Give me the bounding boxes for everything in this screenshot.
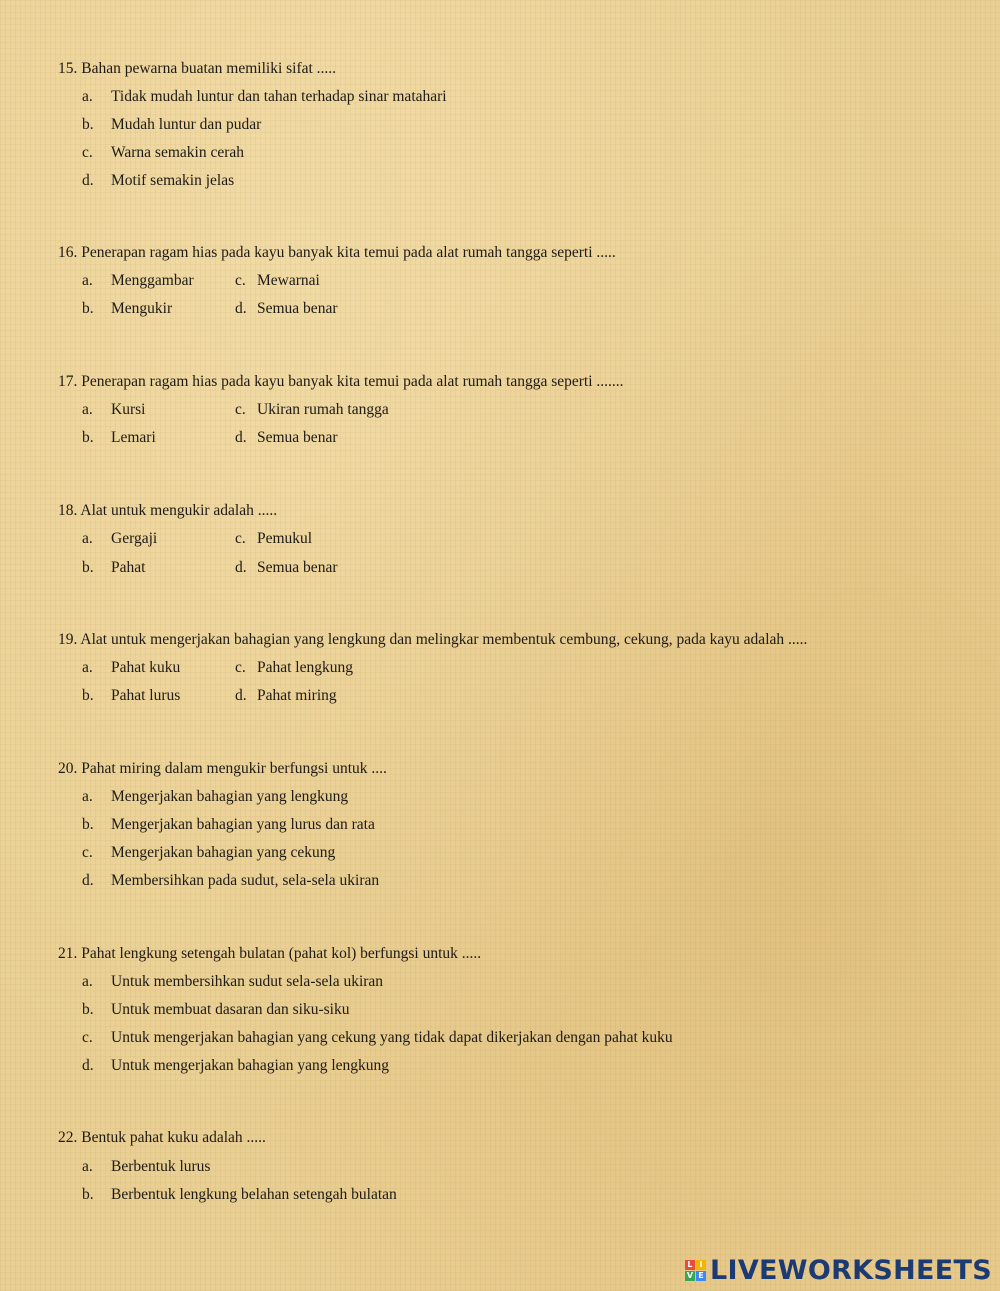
option-22-b[interactable]: b. Berbentuk lengkung belahan setengah bulatan	[82, 1186, 397, 1203]
option-19-a[interactable]: a. Pahat kuku	[82, 659, 181, 676]
question-22-text: 22. Bentuk pahat kuku adalah .....	[58, 1129, 266, 1146]
logo-mark-v: V	[686, 1270, 694, 1280]
question-15	[58, 59, 336, 79]
option-21-b[interactable]: b. Untuk membuat dasaran dan siku-siku	[82, 1001, 350, 1018]
option-17-d[interactable]: d. Semua benar	[235, 429, 338, 446]
option-16-d[interactable]: d. Semua benar	[235, 300, 338, 317]
option-15-a[interactable]: a. Tidak mudah luntur dan tahan terhadap sinar matahari	[82, 88, 447, 105]
question-20	[58, 759, 387, 779]
question-17	[58, 372, 624, 392]
option-21-d[interactable]: d. Untuk mengerjakan bahagian yang lengkung	[82, 1057, 390, 1074]
question-18	[58, 501, 277, 521]
question-21-text: 21. Pahat lengkung setengah bulatan (pahat kol) berfungsi untuk .....	[58, 945, 482, 962]
logo-mark-e: E	[696, 1271, 706, 1281]
question-19	[58, 630, 807, 650]
option-20-c[interactable]: c. Mengerjakan bahagian yang cekung	[82, 844, 336, 861]
option-16-b[interactable]: b. Mengukir	[82, 300, 173, 317]
option-19-c[interactable]: c. Pahat lengkung	[235, 659, 353, 676]
option-21-c[interactable]: c. Untuk mengerjakan bahagian yang cekung yang tidak dapat dikerjakan dengan pahat kuku	[82, 1029, 673, 1046]
option-18-a[interactable]: a. Gergaji	[82, 530, 158, 547]
option-15-b[interactable]: b. Mudah luntur dan pudar	[82, 116, 262, 133]
option-18-c[interactable]: c. Pemukul	[235, 530, 313, 547]
question-16-text: 16. Penerapan ragam hias pada kayu banyak kita temui pada alat rumah tangga seperti .....	[58, 244, 616, 261]
option-19-b[interactable]: b. Pahat lurus	[82, 687, 181, 704]
logo-mark-i: I	[696, 1260, 706, 1270]
option-15-c[interactable]: c. Warna semakin cerah	[82, 144, 245, 161]
option-19-d[interactable]: d. Pahat miring	[235, 687, 337, 704]
logo-mark-l: L	[685, 1260, 695, 1270]
option-21-a[interactable]: a. Untuk membersihkan sudut sela-sela ukiran	[82, 973, 384, 990]
option-16-a[interactable]: a. Menggambar	[82, 272, 194, 289]
option-17-c[interactable]: c. Ukiran rumah tangga	[235, 401, 389, 418]
option-16-c[interactable]: c. Mewarnai	[235, 272, 320, 289]
option-18-b[interactable]: b. Pahat	[82, 559, 146, 576]
option-17-b[interactable]: b. Lemari	[82, 429, 156, 446]
option-22-a[interactable]: a. Berbentuk lurus	[82, 1158, 211, 1175]
question-18-text: 18. Alat untuk mengukir adalah .....	[58, 502, 278, 519]
question-22	[58, 1128, 266, 1148]
question-20-text: 20. Pahat miring dalam mengukir berfungsi untuk ....	[58, 760, 387, 777]
question-16	[58, 243, 616, 263]
option-18-d[interactable]: d. Semua benar	[235, 559, 338, 576]
liveworksheets-logo-icon	[685, 1260, 706, 1281]
question-19-text: 19. Alat untuk mengerjakan bahagian yang lengkung dan melingkar membentuk cembung, cekung, pada kayu adalah .....	[58, 631, 808, 648]
logo-text: LIVEWORKSHEETS	[709, 1254, 992, 1286]
option-20-b[interactable]: b. Mengerjakan bahagian yang lurus dan rata	[82, 816, 375, 833]
liveworksheets-logo[interactable]	[685, 1255, 992, 1285]
question-17-text: 17. Penerapan ragam hias pada kayu banyak kita temui pada alat rumah tangga seperti .......	[58, 373, 624, 390]
option-20-d[interactable]: d. Membersihkan pada sudut, sela-sela ukiran	[82, 872, 380, 889]
option-15-d[interactable]: d. Motif semakin jelas	[82, 172, 235, 189]
question-15-text: 15. Bahan pewarna buatan memiliki sifat .....	[58, 60, 337, 77]
option-17-a[interactable]: a. Kursi	[82, 401, 146, 418]
question-21	[58, 944, 481, 964]
option-20-a[interactable]: a. Mengerjakan bahagian yang lengkung	[82, 788, 349, 805]
